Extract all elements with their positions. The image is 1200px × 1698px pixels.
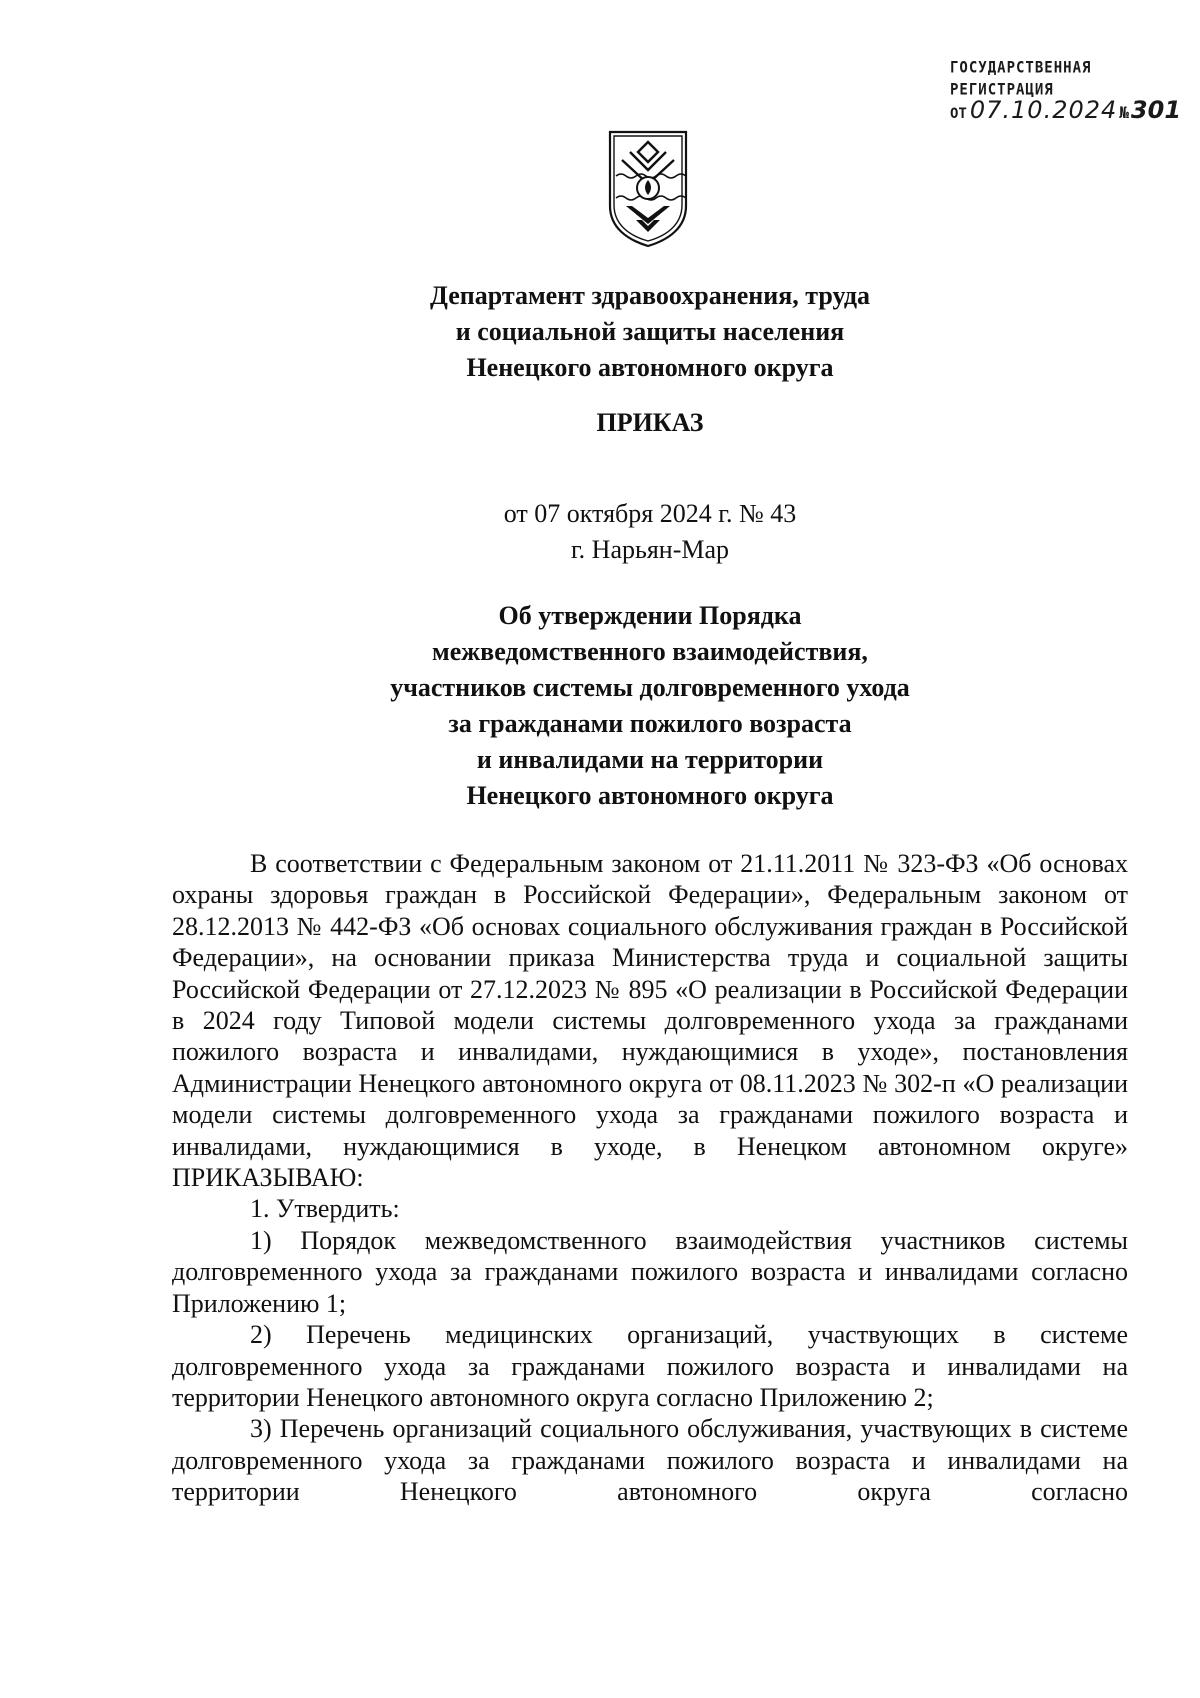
stamp-line-2: РЕГИСТРАЦИЯ (950, 80, 1054, 99)
body-item-3: 3) Перечень организаций социального обслуживания, участвующих в системе долговременного ухода за гражданами пожилого возраста и инвалидами на территории Ненецкого автономного округа согласно (172, 1414, 1128, 1507)
stamp-number-sign: № (1119, 103, 1129, 122)
nao-coat-of-arms-icon (606, 128, 690, 248)
stamp-handwritten-number: 301 (1130, 96, 1182, 124)
subject-line-3: участников системы долговременного ухода (390, 673, 910, 702)
department-line-3: Ненецкого автономного округа (466, 353, 834, 382)
body-preamble: В соответствии с Федеральным законом от 21.11.2011 № 323-ФЗ «Об основах охраны здоровья граждан в Российской Федерации», Федеральным законом от 28.12.2013 № 442-ФЗ «Об основах социального обслуживания граждан в Российской Федерации», на основании приказа Министерства труда и социальной защиты Российской Федерации от 27.12.2023 № 895 «О реализации в Российской Федерации в 2024 году Типовой модели системы долговременного ухода за гражданами пожилого возраста и инвалидами, нуждающимися в уходе», постановления Администрации Ненецкого автономного округа от 08.11.2023 № 302-п «О реализации модели системы долговременного ухода за гражданами пожилого возраста и инвалидами, нуждающимися в уходе, в Ненецком автономном округе» ПРИКАЗЫВАЮ: (172, 849, 1128, 1193)
stamp-prefix: ОТ (950, 106, 967, 122)
document-meta (200, 496, 1100, 568)
stamp-handwritten-date: 07.10.2024 (969, 96, 1118, 124)
department-name (200, 278, 1100, 386)
body-clause-1: 1. Утвердить: (250, 1194, 400, 1224)
stamp-line-1: ГОСУДАРСТВЕННАЯ (950, 58, 1092, 77)
department-line-2: и социальной защиты населения (455, 317, 845, 346)
subject-line-1: Об утверждении Порядка (498, 601, 802, 630)
subject-line-6: Ненецкого автономного округа (466, 781, 834, 810)
document-body (172, 848, 1128, 1508)
department-line-1: Департамент здравоохранения, труда (430, 281, 870, 310)
body-item-1: 1) Порядок межведомственного взаимодействия участников системы долговременного ухода за гражданами пожилого возраста и инвалидами согласно Приложению 1; (172, 1225, 1128, 1318)
subject-line-5: и инвалидами на территории (476, 745, 824, 774)
subject-line-4: за гражданами пожилого возраста (448, 709, 852, 738)
document-city: г. Нарьян-Мар (570, 535, 730, 564)
document-subject (200, 598, 1100, 814)
document-date-number: от 07 октября 2024 г. № 43 (503, 499, 797, 528)
subject-line-2: межведомственного взаимодействия, (432, 637, 868, 666)
registration-stamp (950, 55, 1180, 125)
body-item-2: 2) Перечень медицинских организаций, участвующих в системе долговременного ухода за гражданами пожилого возраста и инвалидами на территории Ненецкого автономного округа согласно Приложению 2; (172, 1320, 1128, 1412)
stamp-registration-line (950, 96, 1182, 125)
document-type: ПРИКАЗ (596, 408, 704, 437)
